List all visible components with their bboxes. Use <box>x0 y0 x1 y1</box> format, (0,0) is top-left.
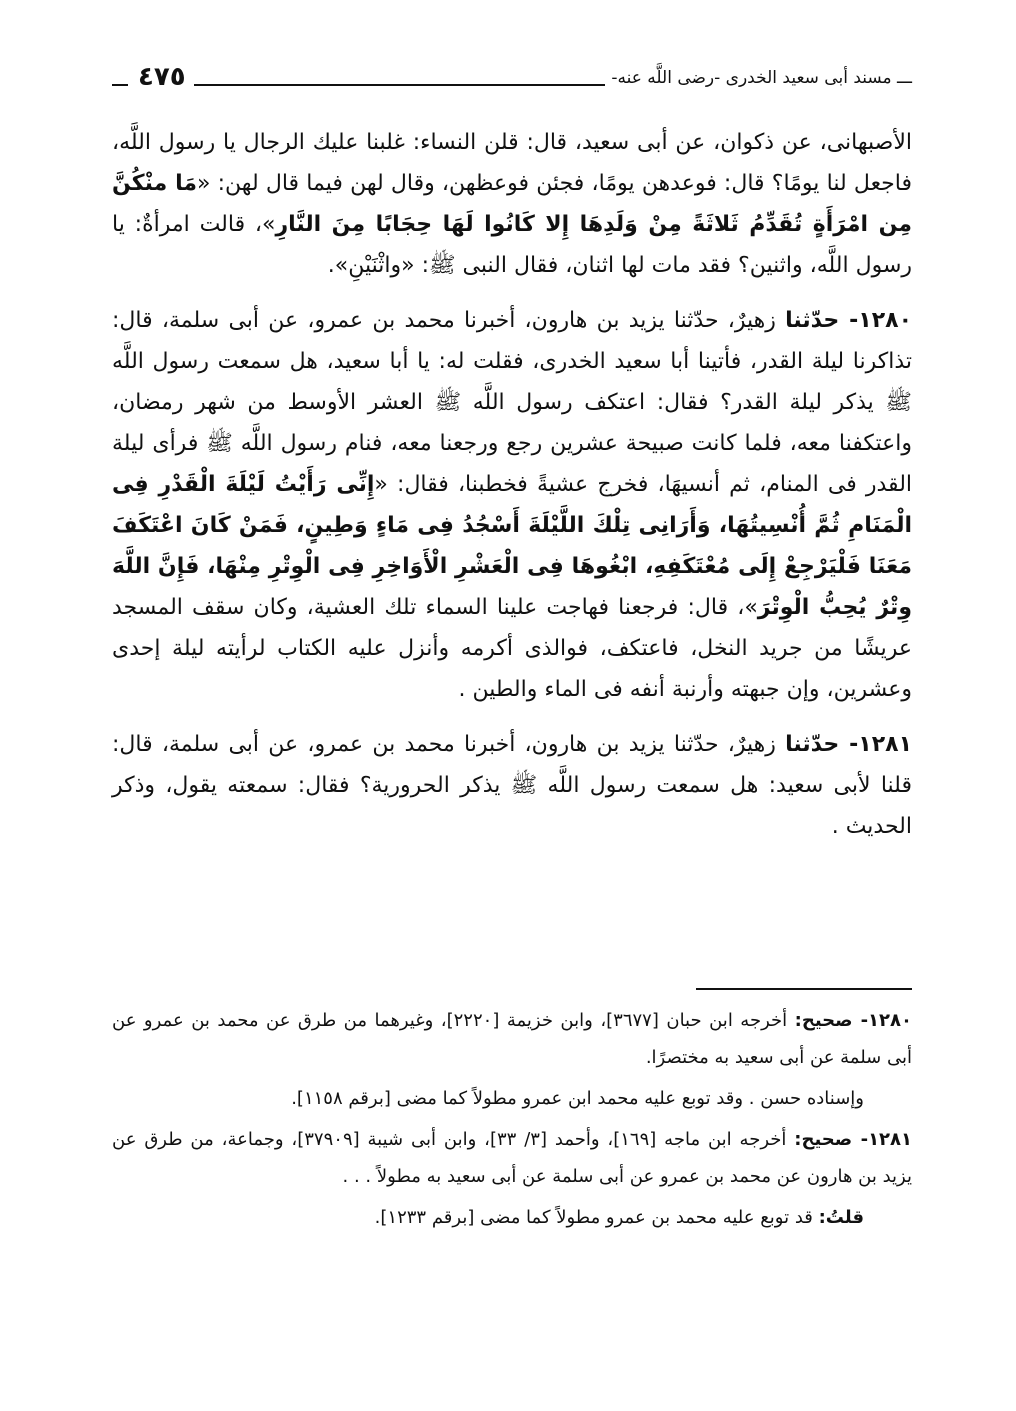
footnotes <box>112 1002 912 1240</box>
footnote-text: قد توبع عليه محمد بن عمرو مطولاً كما مضى [برقم ١٢٣٣]. <box>374 1207 813 1228</box>
footnote <box>112 1002 912 1076</box>
page-header <box>112 62 912 102</box>
hadith-number: ١٢٨١- حدّثنا <box>785 732 913 757</box>
prophetic-saying: إِنِّى رَأَيْتُ لَيْلَةَ الْقَدْرِ فِى الْمَنَامِ ثُمَّ أُنْسِيتُهَا، وَأَرَانِى تِلْكَ اللَّيْلَةَ أَسْجُدُ فِى مَاءٍ وَطِينٍ، فَمَنْ كَانَ اعْتَكَفَ مَعَنَا فَلْيَرْجِعْ إِلَى مُعْتَكَفِهِ، ابْغُوهَا فِى الْعَشْرِ الْأَوَاخِرِ فِى الْوِتْرِ مِنْهَا، فَإِنَّ اللَّهَ وِتْرٌ يُحِبُّ الْوِتْرَ <box>112 472 912 620</box>
paragraph-text: الأصبهانى، عن ذكوان، عن أبى سعيد، قال: قلن النساء: غلبنا عليك الرجال يا رسول اللَّه، فاجعل لنا يومًا؟ قال: فوعدهن يومًا، فجئن فوعظهن، وقال لهن فيما قال لهن: « <box>112 130 912 196</box>
paragraph-tail: »، قالت امرأةٌ: يا رسول اللَّه، واثنين؟ فقد مات لها اثنان، فقال النبى ﷺ: «واثْنَيْنِ». <box>112 212 912 278</box>
footnote-grade: ١٢٨١- صحيح: <box>794 1129 913 1150</box>
hadith-paragraph <box>112 724 912 847</box>
running-title: ـــ مسند أبى سعيد الخدرى -رضى اللَّه عنه- <box>605 68 912 88</box>
footnote-text: أخرجه ابن حبان [٣٦٧٧]، وابن خزيمة [٢٢٢٠]، وغيرهما من طرق عن محمد بن عمرو عن أبى سلمة عن أبى سعيد به مختصرًا. <box>112 1010 912 1068</box>
page-number: ٤٧٥ <box>130 62 194 92</box>
footnote-text: وإسناده حسن . وقد توبع عليه محمد ابن عمرو مطولاً كما مضى [برقم ١١٥٨]. <box>291 1088 864 1109</box>
paragraph-text: زهيرٌ، حدّثنا يزيد بن هارون، أخبرنا محمد بن عمرو، عن أبى سلمة، قال: تذاكرنا ليلة القدر، فأتينا أبا سعيد الخدرى، فقلت له: يا أبا سعيد، هل سمعت رسول اللَّه ﷺ يذكر ليلة القدر؟ فقال: اعتكف رسول اللَّه ﷺ العشر الأوسط من شهر رمضان، واعتكفنا معه، فلما كانت صبيحة عشرين رجع ورجعنا معه، فنام رسول اللَّه ﷺ فرأى ليلة القدر فى المنام، ثم أنسيهَا، فخرج عشيةً فخطبنا، فقال: « <box>112 308 913 497</box>
hadith-paragraph <box>112 300 912 710</box>
main-text <box>112 122 912 861</box>
header-dash <box>112 84 128 86</box>
footnote-grade: ١٢٨٠- صحيح: <box>794 1010 912 1031</box>
footnote <box>112 1121 912 1195</box>
hadith-paragraph <box>112 122 912 286</box>
prophetic-saying: مَا منْكُنَّ مِن امْرَأَةٍ تُقَدِّمُ ثَلاثَةً مِنْ وَلَدِهَا إِلا كَانُوا لَهَا حِجَابًا مِنَ النَّارِ <box>112 171 912 237</box>
footnote <box>112 1199 912 1236</box>
footnote-grade: قلتُ: <box>818 1207 864 1228</box>
hadith-number: ١٢٨٠- حدّثنا <box>785 308 913 333</box>
footnote-text: أخرجه ابن ماجه [١٦٩]، وأحمد [٣/ ٣٣]، وابن أبى شيبة [٣٧٩٠٩]، وجماعة، من طرق عن يزيد بن هارون عن محمد بن عمرو عن أبى سلمة عن أبى سعيد به مطولاً . . . <box>112 1129 912 1187</box>
footnote <box>112 1080 912 1117</box>
paragraph-tail: »، قال: فرجعنا فهاجت علينا السماء تلك العشية، وكان سقف المسجد عريشًا من جريد النخل، فاعتكف، فوالذى أكرمه وأنزل عليه الكتاب لرأيته ليلة إحدى وعشرين، وإن جبهته وأرنبة أنفه فى الماء والطين . <box>112 595 912 702</box>
paragraph-text: زهيرٌ، حدّثنا يزيد بن هارون، أخبرنا محمد بن عمرو، عن أبى سلمة، قال: قلنا لأبى سعيد: هل سمعت رسول اللَّه ﷺ يذكر الحرورية؟ فقال: سمعته يقول، وذكر الحديث . <box>112 732 912 839</box>
footnote-separator <box>696 988 912 990</box>
